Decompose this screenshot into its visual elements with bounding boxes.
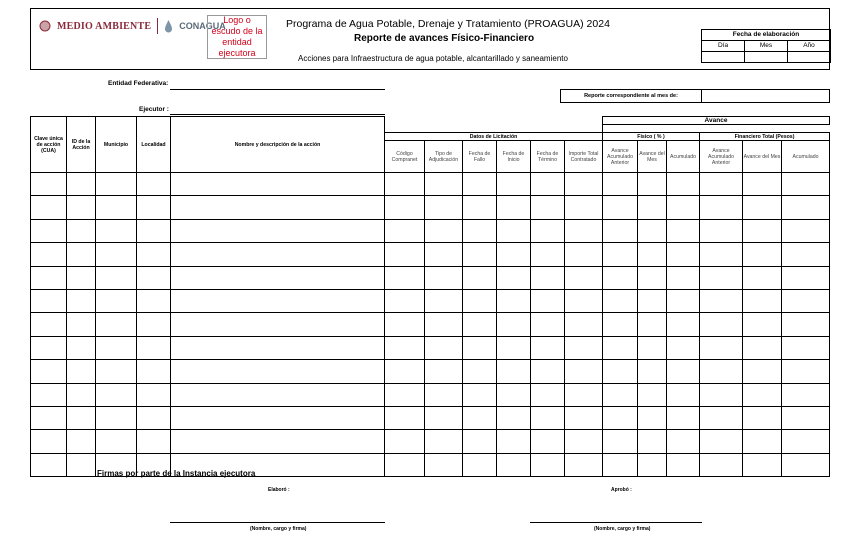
table-cell[interactable] — [425, 289, 463, 312]
header-localidad: Localidad — [137, 117, 171, 173]
table-cell[interactable] — [603, 219, 638, 242]
header-id: ID de la Acción — [67, 117, 96, 173]
table-cell[interactable] — [565, 313, 603, 336]
table-cell[interactable] — [782, 243, 830, 266]
header-fisico-del-mes: Avance del Mes — [638, 141, 667, 173]
table-cell[interactable] — [782, 360, 830, 383]
table-cell[interactable] — [782, 453, 830, 476]
table-cell[interactable] — [425, 243, 463, 266]
table-cell[interactable] — [171, 173, 385, 196]
table-cell[interactable] — [531, 173, 565, 196]
table-cell[interactable] — [603, 289, 638, 312]
table-cell[interactable] — [700, 313, 743, 336]
table-cell[interactable] — [463, 266, 497, 289]
table-cell[interactable] — [425, 453, 463, 476]
header-avance: Avance — [603, 117, 830, 125]
table-cell[interactable] — [385, 336, 425, 359]
elaboro-signature-line[interactable] — [170, 522, 385, 523]
table-cell[interactable] — [385, 360, 425, 383]
table-cell[interactable] — [171, 313, 385, 336]
table-cell[interactable] — [425, 383, 463, 406]
entidad-field[interactable] — [170, 89, 385, 90]
header-fin-acum-anterior: Avance Acumulado Anterior — [700, 141, 743, 173]
fecha-anio-field[interactable] — [788, 52, 830, 62]
table-cell[interactable] — [565, 360, 603, 383]
ejecutor-label: Ejecutor : — [139, 106, 169, 113]
table-row — [31, 313, 830, 336]
table-cell[interactable] — [782, 196, 830, 219]
table-cell[interactable] — [700, 406, 743, 429]
table-cell[interactable] — [385, 243, 425, 266]
table-cell[interactable] — [31, 173, 67, 196]
table-cell[interactable] — [463, 196, 497, 219]
header-fallo: Fecha de Fallo — [463, 141, 497, 173]
table-cell[interactable] — [67, 383, 96, 406]
table-cell[interactable] — [67, 196, 96, 219]
table-cell[interactable] — [700, 383, 743, 406]
table-cell[interactable] — [463, 383, 497, 406]
table-cell[interactable] — [497, 383, 531, 406]
table-cell[interactable] — [67, 336, 96, 359]
table-cell[interactable] — [743, 243, 782, 266]
table-cell[interactable] — [743, 430, 782, 453]
table-row — [31, 360, 830, 383]
table-cell[interactable] — [497, 289, 531, 312]
header-fisico: Físico ( % ) — [603, 133, 700, 141]
table-cell[interactable] — [67, 453, 96, 476]
table-cell[interactable] — [782, 289, 830, 312]
header-nombre: Nombre y descripción de la acción — [171, 117, 385, 173]
table-cell[interactable] — [67, 243, 96, 266]
table-cell[interactable] — [565, 266, 603, 289]
aprobo-label: Aprobó : — [611, 487, 632, 493]
table-cell[interactable] — [171, 430, 385, 453]
table-cell[interactable] — [171, 266, 385, 289]
table-cell[interactable] — [171, 219, 385, 242]
table-cell[interactable] — [700, 196, 743, 219]
table-cell[interactable] — [385, 406, 425, 429]
reporte-mes-field[interactable] — [702, 90, 829, 102]
table-cell[interactable] — [700, 336, 743, 359]
entidad-label: Entidad Federativa: — [108, 80, 169, 87]
table-cell[interactable] — [531, 383, 565, 406]
table-cell[interactable] — [385, 453, 425, 476]
table-cell[interactable] — [667, 219, 700, 242]
table-cell[interactable] — [700, 289, 743, 312]
table-cell[interactable] — [497, 453, 531, 476]
table-cell[interactable] — [425, 173, 463, 196]
table-cell[interactable] — [137, 196, 171, 219]
table-cell[interactable] — [67, 266, 96, 289]
table-cell[interactable] — [531, 313, 565, 336]
table-cell[interactable] — [667, 266, 700, 289]
table-cell[interactable] — [603, 336, 638, 359]
table-row — [31, 243, 830, 266]
fecha-mes-label: Mes — [745, 41, 788, 51]
table-row — [31, 383, 830, 406]
table-cell[interactable] — [96, 289, 137, 312]
table-cell[interactable] — [137, 219, 171, 242]
table-cell[interactable] — [31, 453, 67, 476]
reporte-mes-label: Reporte correspondiente al mes de: — [561, 90, 702, 102]
table-cell[interactable] — [497, 313, 531, 336]
table-cell[interactable] — [425, 430, 463, 453]
table-cell[interactable] — [171, 196, 385, 219]
avances-table — [30, 116, 830, 477]
table-cell[interactable] — [31, 219, 67, 242]
table-cell[interactable] — [667, 360, 700, 383]
table-cell[interactable] — [385, 196, 425, 219]
table-cell[interactable] — [497, 196, 531, 219]
table-cell[interactable] — [638, 453, 667, 476]
table-cell[interactable] — [137, 173, 171, 196]
table-cell[interactable] — [385, 289, 425, 312]
table-cell[interactable] — [782, 430, 830, 453]
reporte-mes-box — [560, 89, 830, 103]
table-cell[interactable] — [137, 243, 171, 266]
table-cell[interactable] — [638, 336, 667, 359]
table-cell[interactable] — [137, 406, 171, 429]
table-cell[interactable] — [743, 453, 782, 476]
header-fisico-acum-anterior: Avance Acumulado Anterior — [603, 141, 638, 173]
table-cell[interactable] — [497, 336, 531, 359]
header-avance-gap — [603, 125, 830, 133]
table-cell[interactable] — [531, 430, 565, 453]
aprobo-signature-line[interactable] — [530, 522, 702, 523]
table-cell[interactable] — [385, 219, 425, 242]
table-cell[interactable] — [743, 336, 782, 359]
table-cell[interactable] — [497, 406, 531, 429]
table-cell[interactable] — [425, 266, 463, 289]
table-cell[interactable] — [67, 173, 96, 196]
table-cell[interactable] — [463, 289, 497, 312]
table-cell[interactable] — [67, 219, 96, 242]
table-cell[interactable] — [463, 406, 497, 429]
table-cell[interactable] — [96, 360, 137, 383]
table-cell[interactable] — [425, 406, 463, 429]
table-cell[interactable] — [531, 406, 565, 429]
table-row — [31, 219, 830, 242]
table-cell[interactable] — [782, 313, 830, 336]
table-cell[interactable] — [565, 406, 603, 429]
table-cell[interactable] — [667, 289, 700, 312]
table-cell[interactable] — [463, 173, 497, 196]
logo-conagua: CONAGUA — [179, 21, 226, 31]
table-cell[interactable] — [667, 243, 700, 266]
header-clave: Clave única de acción (CUA) — [31, 117, 67, 173]
table-cell[interactable] — [603, 383, 638, 406]
table-cell[interactable] — [96, 430, 137, 453]
table-cell[interactable] — [565, 196, 603, 219]
table-cell[interactable] — [497, 219, 531, 242]
table-cell[interactable] — [667, 336, 700, 359]
program-title: Programa de Agua Potable, Drenaje y Tratamiento (PROAGUA) 2024 — [286, 18, 610, 30]
table-cell[interactable] — [463, 219, 497, 242]
table-cell[interactable] — [31, 266, 67, 289]
table-cell[interactable] — [565, 336, 603, 359]
table-cell[interactable] — [638, 266, 667, 289]
header-termino: Fecha de Término — [531, 141, 565, 173]
table-row — [31, 173, 830, 196]
table-cell[interactable] — [565, 453, 603, 476]
table-cell[interactable] — [385, 173, 425, 196]
table-cell[interactable] — [743, 196, 782, 219]
table-cell[interactable] — [171, 243, 385, 266]
table-cell[interactable] — [638, 406, 667, 429]
table-cell[interactable] — [31, 289, 67, 312]
table-cell[interactable] — [171, 383, 385, 406]
table-row — [31, 266, 830, 289]
table-cell[interactable] — [782, 219, 830, 242]
aprobo-nombre-caption: (Nombre, cargo y firma) — [594, 526, 651, 532]
table-cell[interactable] — [638, 219, 667, 242]
table-cell[interactable] — [565, 383, 603, 406]
table-cell[interactable] — [425, 196, 463, 219]
table-cell[interactable] — [531, 243, 565, 266]
table-row — [31, 196, 830, 219]
header-codigo: Código Compranet — [385, 141, 425, 173]
table-cell[interactable] — [531, 453, 565, 476]
table-cell[interactable] — [565, 243, 603, 266]
table-cell[interactable] — [743, 219, 782, 242]
table-cell[interactable] — [743, 289, 782, 312]
report-title: Reporte de avances Físico-Financiero — [354, 33, 535, 44]
table-cell[interactable] — [137, 383, 171, 406]
table-cell[interactable] — [463, 243, 497, 266]
table-cell[interactable] — [171, 336, 385, 359]
table-cell[interactable] — [96, 219, 137, 242]
table-cell[interactable] — [667, 430, 700, 453]
table-cell[interactable] — [782, 266, 830, 289]
table-cell[interactable] — [667, 173, 700, 196]
table-cell[interactable] — [137, 360, 171, 383]
table-cell[interactable] — [603, 360, 638, 383]
table-cell[interactable] — [137, 430, 171, 453]
table-cell[interactable] — [603, 243, 638, 266]
table-cell[interactable] — [603, 430, 638, 453]
firmas-title: Firmas por parte de la Instancia ejecutora — [97, 469, 256, 478]
table-cell[interactable] — [667, 453, 700, 476]
table-cell[interactable] — [31, 430, 67, 453]
header-datos-licitacion: Datos de Licitación — [385, 133, 603, 141]
header-blank — [385, 117, 603, 133]
table-cell[interactable] — [638, 360, 667, 383]
table-cell[interactable] — [700, 430, 743, 453]
table-cell[interactable] — [96, 173, 137, 196]
table-cell[interactable] — [531, 336, 565, 359]
table-cell[interactable] — [31, 196, 67, 219]
seal-icon — [39, 20, 51, 32]
table-cell[interactable] — [425, 360, 463, 383]
table-cell[interactable] — [743, 360, 782, 383]
table-cell[interactable] — [31, 243, 67, 266]
fecha-anio-label: Año — [803, 42, 815, 49]
fecha-label: Fecha de elaboración — [732, 31, 800, 38]
table-cell[interactable] — [603, 196, 638, 219]
table-cell[interactable] — [31, 336, 67, 359]
table-cell[interactable] — [385, 313, 425, 336]
table-cell[interactable] — [96, 406, 137, 429]
table-cell[interactable] — [463, 453, 497, 476]
header-inicio: Fecha de Inicio — [497, 141, 531, 173]
table-cell[interactable] — [171, 360, 385, 383]
fecha-dia-label: Día — [702, 41, 745, 51]
table-cell[interactable] — [425, 336, 463, 359]
table-cell[interactable] — [96, 196, 137, 219]
report-description: Acciones para Infraestructura de agua potable, alcantarillado y saneamiento — [298, 54, 568, 63]
water-drop-icon — [164, 19, 173, 33]
table-cell[interactable] — [67, 313, 96, 336]
table-cell[interactable] — [67, 289, 96, 312]
table-cell[interactable] — [743, 266, 782, 289]
header-fisico-acumulado: Acumulado — [667, 141, 700, 173]
header-frame — [30, 8, 830, 70]
table-cell[interactable] — [96, 313, 137, 336]
table-row — [31, 406, 830, 429]
entity-logo-placeholder: Logo o escudo de la entidad ejecutora — [207, 15, 267, 59]
table-cell[interactable] — [638, 383, 667, 406]
table-cell[interactable] — [700, 453, 743, 476]
table-cell[interactable] — [385, 430, 425, 453]
table-row — [31, 430, 830, 453]
table-cell[interactable] — [385, 266, 425, 289]
table-cell[interactable] — [385, 383, 425, 406]
table-cell[interactable] — [171, 289, 385, 312]
table-cell[interactable] — [67, 406, 96, 429]
table-cell[interactable] — [531, 266, 565, 289]
elaboro-label: Elaboró : — [268, 487, 290, 493]
table-cell[interactable] — [31, 406, 67, 429]
table-cell[interactable] — [96, 266, 137, 289]
table-cell[interactable] — [96, 383, 137, 406]
table-cell[interactable] — [67, 360, 96, 383]
table-cell[interactable] — [743, 173, 782, 196]
header-financiero: Financiero Total (Pesos) — [700, 133, 830, 141]
fecha-elaboracion-box — [701, 29, 831, 63]
table-cell[interactable] — [565, 289, 603, 312]
table-cell[interactable] — [603, 313, 638, 336]
header-bottom-rule — [30, 69, 830, 70]
table-cell[interactable] — [700, 360, 743, 383]
table-cell[interactable] — [497, 266, 531, 289]
table-cell[interactable] — [667, 196, 700, 219]
logos — [39, 15, 226, 37]
table-cell[interactable] — [497, 243, 531, 266]
fecha-mes-field[interactable] — [745, 52, 788, 62]
table-cell[interactable] — [638, 173, 667, 196]
table-cell[interactable] — [638, 313, 667, 336]
table-cell[interactable] — [463, 336, 497, 359]
table-cell[interactable] — [137, 289, 171, 312]
table-cell[interactable] — [67, 430, 96, 453]
table-cell[interactable] — [638, 196, 667, 219]
table-cell[interactable] — [425, 313, 463, 336]
table-cell[interactable] — [638, 430, 667, 453]
table-cell[interactable] — [425, 219, 463, 242]
table-row — [31, 336, 830, 359]
table-cell[interactable] — [565, 430, 603, 453]
table-cell[interactable] — [638, 289, 667, 312]
table-cell[interactable] — [531, 196, 565, 219]
table-cell[interactable] — [531, 289, 565, 312]
elaboro-nombre-caption: (Nombre, cargo y firma) — [250, 526, 307, 532]
table-cell[interactable] — [603, 453, 638, 476]
table-cell[interactable] — [96, 243, 137, 266]
logo-separator — [157, 18, 158, 34]
table-row — [31, 289, 830, 312]
table-cell[interactable] — [565, 173, 603, 196]
table-cell[interactable] — [700, 243, 743, 266]
header-tipo: Tipo de Adjudicación — [425, 141, 463, 173]
table-cell[interactable] — [137, 336, 171, 359]
header-fin-acumulado: Acumulado — [782, 141, 830, 173]
logo-medio-ambiente: MEDIO AMBIENTE — [57, 20, 152, 32]
table-cell[interactable] — [463, 360, 497, 383]
table-cell[interactable] — [700, 219, 743, 242]
table-cell[interactable] — [743, 406, 782, 429]
table-cell[interactable] — [463, 313, 497, 336]
table-cell[interactable] — [743, 383, 782, 406]
table-cell[interactable] — [463, 430, 497, 453]
table-cell[interactable] — [700, 173, 743, 196]
ejecutor-field[interactable] — [170, 114, 385, 115]
table-cell[interactable] — [667, 313, 700, 336]
table-cell[interactable] — [31, 313, 67, 336]
table-cell[interactable] — [171, 406, 385, 429]
table-cell[interactable] — [31, 360, 67, 383]
table-cell[interactable] — [638, 243, 667, 266]
table-cell[interactable] — [497, 173, 531, 196]
table-cell[interactable] — [603, 266, 638, 289]
header-municipio: Municipio — [96, 117, 137, 173]
header-importe: Importe Total Contratado — [565, 141, 603, 173]
table-cell[interactable] — [782, 383, 830, 406]
table-cell[interactable] — [531, 360, 565, 383]
table-cell[interactable] — [603, 173, 638, 196]
fecha-dia-field[interactable] — [702, 52, 745, 62]
table-cell[interactable] — [667, 383, 700, 406]
table-body — [31, 173, 830, 477]
table-cell[interactable] — [137, 266, 171, 289]
table-cell[interactable] — [782, 336, 830, 359]
header-fin-del-mes: Avance del Mes — [743, 141, 782, 173]
table-cell[interactable] — [565, 219, 603, 242]
table-cell[interactable] — [700, 266, 743, 289]
table-cell[interactable] — [497, 430, 531, 453]
table-cell[interactable] — [782, 406, 830, 429]
table-cell[interactable] — [603, 406, 638, 429]
table-cell[interactable] — [743, 313, 782, 336]
table-cell[interactable] — [782, 173, 830, 196]
table-cell[interactable] — [497, 360, 531, 383]
table-cell[interactable] — [137, 313, 171, 336]
table-cell[interactable] — [531, 219, 565, 242]
table-cell[interactable] — [96, 336, 137, 359]
table-cell[interactable] — [31, 383, 67, 406]
table-cell[interactable] — [667, 406, 700, 429]
